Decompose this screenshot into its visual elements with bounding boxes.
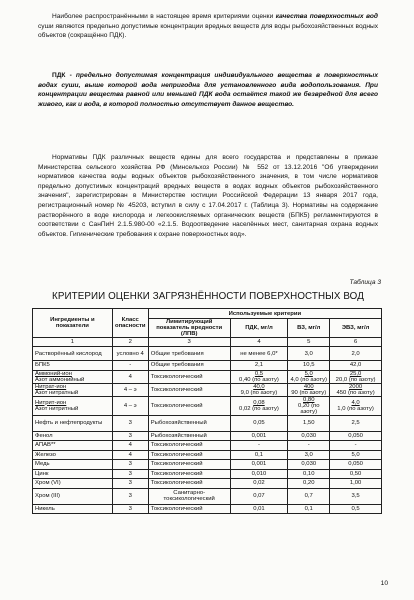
- table-row: [33, 504, 382, 514]
- cell-class: условно 4: [112, 347, 148, 361]
- table-row: [33, 383, 382, 396]
- cell-evz: 0,050: [330, 431, 382, 441]
- cell-pdk: 0,07: [230, 488, 288, 504]
- cell-pdk: 0,05: [230, 415, 288, 431]
- cell-class: 4 – э: [112, 383, 148, 396]
- cell-name: [33, 370, 113, 383]
- cell-pdk-line2: 9,0 (по азоту): [240, 389, 278, 396]
- cell-evz: -: [330, 441, 382, 451]
- cell-vz: 0,030: [288, 431, 330, 441]
- cell-evz-line1: 4,0: [351, 399, 360, 406]
- cell-class: 3: [112, 431, 148, 441]
- paragraph-normatives: [38, 153, 378, 239]
- cell-class: 3: [112, 415, 148, 431]
- cell-name: [33, 396, 113, 415]
- table-row: [33, 488, 382, 504]
- cell-class: 4: [112, 441, 148, 451]
- cell-name: БПК5: [33, 361, 113, 371]
- cell-vz: 10,5: [288, 361, 330, 371]
- cell-vz: 0,20: [288, 479, 330, 489]
- cell-lpv: Общие требования: [148, 361, 230, 371]
- cell-name-line2: Азот аммонийный: [35, 376, 85, 383]
- cell-evz: 1,00: [330, 479, 382, 489]
- cell-pdk: 0,001: [230, 431, 288, 441]
- header-criteria: Используемые критерии: [148, 309, 381, 319]
- cell-lpv: Токсикологический: [148, 441, 230, 451]
- p1-text-a: Наиболее распространёнными в настоящее время критериями оценки: [52, 13, 276, 20]
- cell-evz: 42,0: [330, 361, 382, 371]
- table-row: [33, 361, 382, 371]
- cell-lpv: Токсикологический: [148, 370, 230, 383]
- table-row: [33, 479, 382, 489]
- cell-name: Хром (III): [33, 488, 113, 504]
- cell-lpv: Рыбохозяйственный: [148, 431, 230, 441]
- cell-pdk: 2,1: [230, 361, 288, 371]
- cell-lpv: Санитарно-токсикологический: [148, 488, 230, 504]
- cell-vz-line1: 0,80: [303, 396, 315, 403]
- col-num: 5: [288, 338, 330, 347]
- p1-emphasis: качества поверхностных вод: [275, 13, 378, 20]
- table-row: [33, 450, 382, 460]
- cell-vz: 0,10: [288, 469, 330, 479]
- p2-term: ПДК -: [52, 72, 76, 79]
- cell-vz: 0,030: [288, 460, 330, 470]
- cell-lpv: Токсикологический: [148, 383, 230, 396]
- cell-name-line1: Нитрат-ион: [35, 383, 67, 390]
- cell-class: 3: [112, 479, 148, 489]
- table-title: КРИТЕРИИ ОЦЕНКИ ЗАГРЯЗНЁННОСТИ ПОВЕРХНОСТНЫХ ВОД: [52, 291, 364, 302]
- paragraph-pdk-definition: [38, 71, 378, 109]
- cell-evz: [330, 396, 382, 415]
- cell-evz-line1: 2000: [349, 383, 363, 390]
- header-evz: ЭВЗ, мг/л: [330, 319, 382, 338]
- header-lpv: Лимитирующий показатель вредности (ЛПВ): [148, 319, 230, 338]
- cell-pdk: -: [230, 441, 288, 451]
- header-pdk: ПДК, мг/л: [230, 319, 288, 338]
- cell-name: Хром (VI): [33, 479, 113, 489]
- col-num: 2: [112, 338, 148, 347]
- cell-class: 3: [112, 488, 148, 504]
- cell-name: Медь: [33, 460, 113, 470]
- cell-vz: [288, 370, 330, 383]
- cell-pdk: [230, 383, 288, 396]
- p1-text-c: суши являются предельно допустимые концентрации вредных веществ для воды рыбохозяйственных водных объектов (сокращённо ПДК).: [38, 22, 378, 40]
- cell-pdk-line2: 0,02 (по азоту): [239, 405, 279, 412]
- cell-evz: [330, 370, 382, 383]
- cell-lpv: Токсикологический: [148, 460, 230, 470]
- cell-name: Железо: [33, 450, 113, 460]
- cell-vz: [288, 383, 330, 396]
- header-vz: ВЗ, мг/л: [288, 319, 330, 338]
- cell-pdk-line2: 0,40 (по азоту): [239, 376, 279, 383]
- cell-pdk: 0,02: [230, 479, 288, 489]
- table-row: [33, 441, 382, 451]
- cell-lpv: Токсикологический: [148, 396, 230, 415]
- cell-name: Нефть и нефтепродукты: [33, 415, 113, 431]
- header-ingredients: Ингредиенты и показатели: [33, 309, 113, 338]
- criteria-table: [32, 308, 382, 514]
- cell-vz-line1: 400: [303, 383, 314, 390]
- cell-lpv: Общие требования: [148, 347, 230, 361]
- cell-lpv: Токсикологический: [148, 479, 230, 489]
- table-row: [33, 431, 382, 441]
- cell-pdk: 0,001: [230, 460, 288, 470]
- cell-lpv: Рыбохозяйственный: [148, 415, 230, 431]
- cell-name-line1: Аммоний-ион: [35, 370, 72, 377]
- cell-vz: -: [288, 441, 330, 451]
- col-num: 3: [148, 338, 230, 347]
- cell-vz: 0,1: [288, 504, 330, 514]
- cell-evz: 2,0: [330, 347, 382, 361]
- cell-name: АПАВ**: [33, 441, 113, 451]
- table-column-numbers: [33, 338, 382, 347]
- col-num: 6: [330, 338, 382, 347]
- cell-class: 4: [112, 450, 148, 460]
- table-row: [33, 469, 382, 479]
- cell-pdk: 0,010: [230, 469, 288, 479]
- cell-pdk: [230, 370, 288, 383]
- cell-class: 4: [112, 370, 148, 383]
- cell-lpv: Токсикологический: [148, 450, 230, 460]
- cell-pdk: 0,1: [230, 450, 288, 460]
- cell-evz: 5,0: [330, 450, 382, 460]
- cell-class: 3: [112, 469, 148, 479]
- cell-vz-line2: 0,20 (по азоту): [297, 402, 320, 415]
- cell-evz: 0,50: [330, 469, 382, 479]
- cell-pdk-line1: 0,5: [254, 370, 264, 377]
- cell-pdk-line1: 0,08: [253, 399, 265, 406]
- table-row: [33, 347, 382, 361]
- cell-vz: 3,0: [288, 347, 330, 361]
- cell-evz: [330, 383, 382, 396]
- col-num: 1: [33, 338, 113, 347]
- p2-definition: предельно допустимая концентрация индивидуального вещества в поверхностных водах суши, выше которой вода непригодна для установленного вида водопользования. При концентрации вещества равной или меньшей ПДК вода остаётся такой же безвредной для всего живого, как и вода, в которой полностью отсутствует данное вещество.: [38, 72, 378, 108]
- table-row: [33, 396, 382, 415]
- cell-vz: 1,50: [288, 415, 330, 431]
- cell-vz-line2: 4,0 (по азоту): [290, 376, 328, 383]
- table-row: [33, 460, 382, 470]
- header-class: Класс опасности: [112, 309, 148, 338]
- cell-name: Фенол: [33, 431, 113, 441]
- cell-pdk: [230, 396, 288, 415]
- cell-evz: 0,050: [330, 460, 382, 470]
- cell-name-line1: Нитрит-ион: [35, 399, 67, 406]
- cell-name: [33, 383, 113, 396]
- cell-evz: 3,5: [330, 488, 382, 504]
- paragraph-intro: [38, 12, 378, 41]
- cell-lpv: Токсикологический: [148, 469, 230, 479]
- cell-vz: 3,0: [288, 450, 330, 460]
- cell-class: 3: [112, 504, 148, 514]
- cell-name-line2: Азот нитритный: [35, 405, 79, 412]
- cell-lpv: Токсикологический: [148, 504, 230, 514]
- p3-text: Нормативы ПДК различных веществ едины для всего государства и представлены в приказе Министерства сельского хозяйства РФ (Минсельхоз России) № 552 от 13.12.2016 "Об утверждении нормативов качества воды водных объектов рыбохозяйственного значения, в том числе нормативов предельно допустимых концентраций вредных веществ в водах водных объектов рыбохозяйственного значения", зарегистрирован в Министерстве юстиции Российской Федерации 13 января 2017 года, регистрационный номер № 45203, вступил в силу с 17.04.2017 г. (Таблица 3). Нормативы на содержание растворённого в воде кислорода и легкоокисляемых органических веществ (БПК5) регламентируются в соответствии с СанПиН 2.1.5.980-00 «2.1.5. Водоотведение населённых мест, санитарная охрана водных объектов. Гигиенические требования к охране поверхностных вод».: [38, 154, 378, 238]
- cell-name: Растворённый кислород: [33, 347, 113, 361]
- cell-vz-line1: 5,0: [304, 370, 313, 377]
- table-row: [33, 415, 382, 431]
- table-header-row: [33, 309, 382, 319]
- cell-vz: [288, 396, 330, 415]
- col-num: 4: [230, 338, 288, 347]
- cell-class: -: [112, 361, 148, 371]
- cell-class: 4 – э: [112, 396, 148, 415]
- cell-evz-line2: 1,0 (по азоту): [337, 405, 374, 412]
- page-number: 10: [380, 580, 388, 587]
- cell-evz: 0,5: [330, 504, 382, 514]
- cell-evz-line2: 20,0 (по азоту): [335, 376, 376, 383]
- cell-vz-line2: 90 (по азоту): [291, 389, 327, 396]
- cell-name-line2: Азот нитратный: [35, 389, 79, 396]
- cell-evz-line1: 25,0: [349, 370, 362, 377]
- cell-name: Никель: [33, 504, 113, 514]
- cell-class: 3: [112, 460, 148, 470]
- table-reference: Таблица 3: [349, 279, 381, 286]
- table-row: [33, 370, 382, 383]
- cell-pdk: не менее 6,0*: [230, 347, 288, 361]
- cell-vz: 0,7: [288, 488, 330, 504]
- cell-pdk: 0,01: [230, 504, 288, 514]
- cell-evz: 2,5: [330, 415, 382, 431]
- cell-name: Цинк: [33, 469, 113, 479]
- cell-pdk-line1: 40,0: [253, 383, 265, 390]
- cell-evz-line2: 450 (по азоту): [336, 389, 375, 396]
